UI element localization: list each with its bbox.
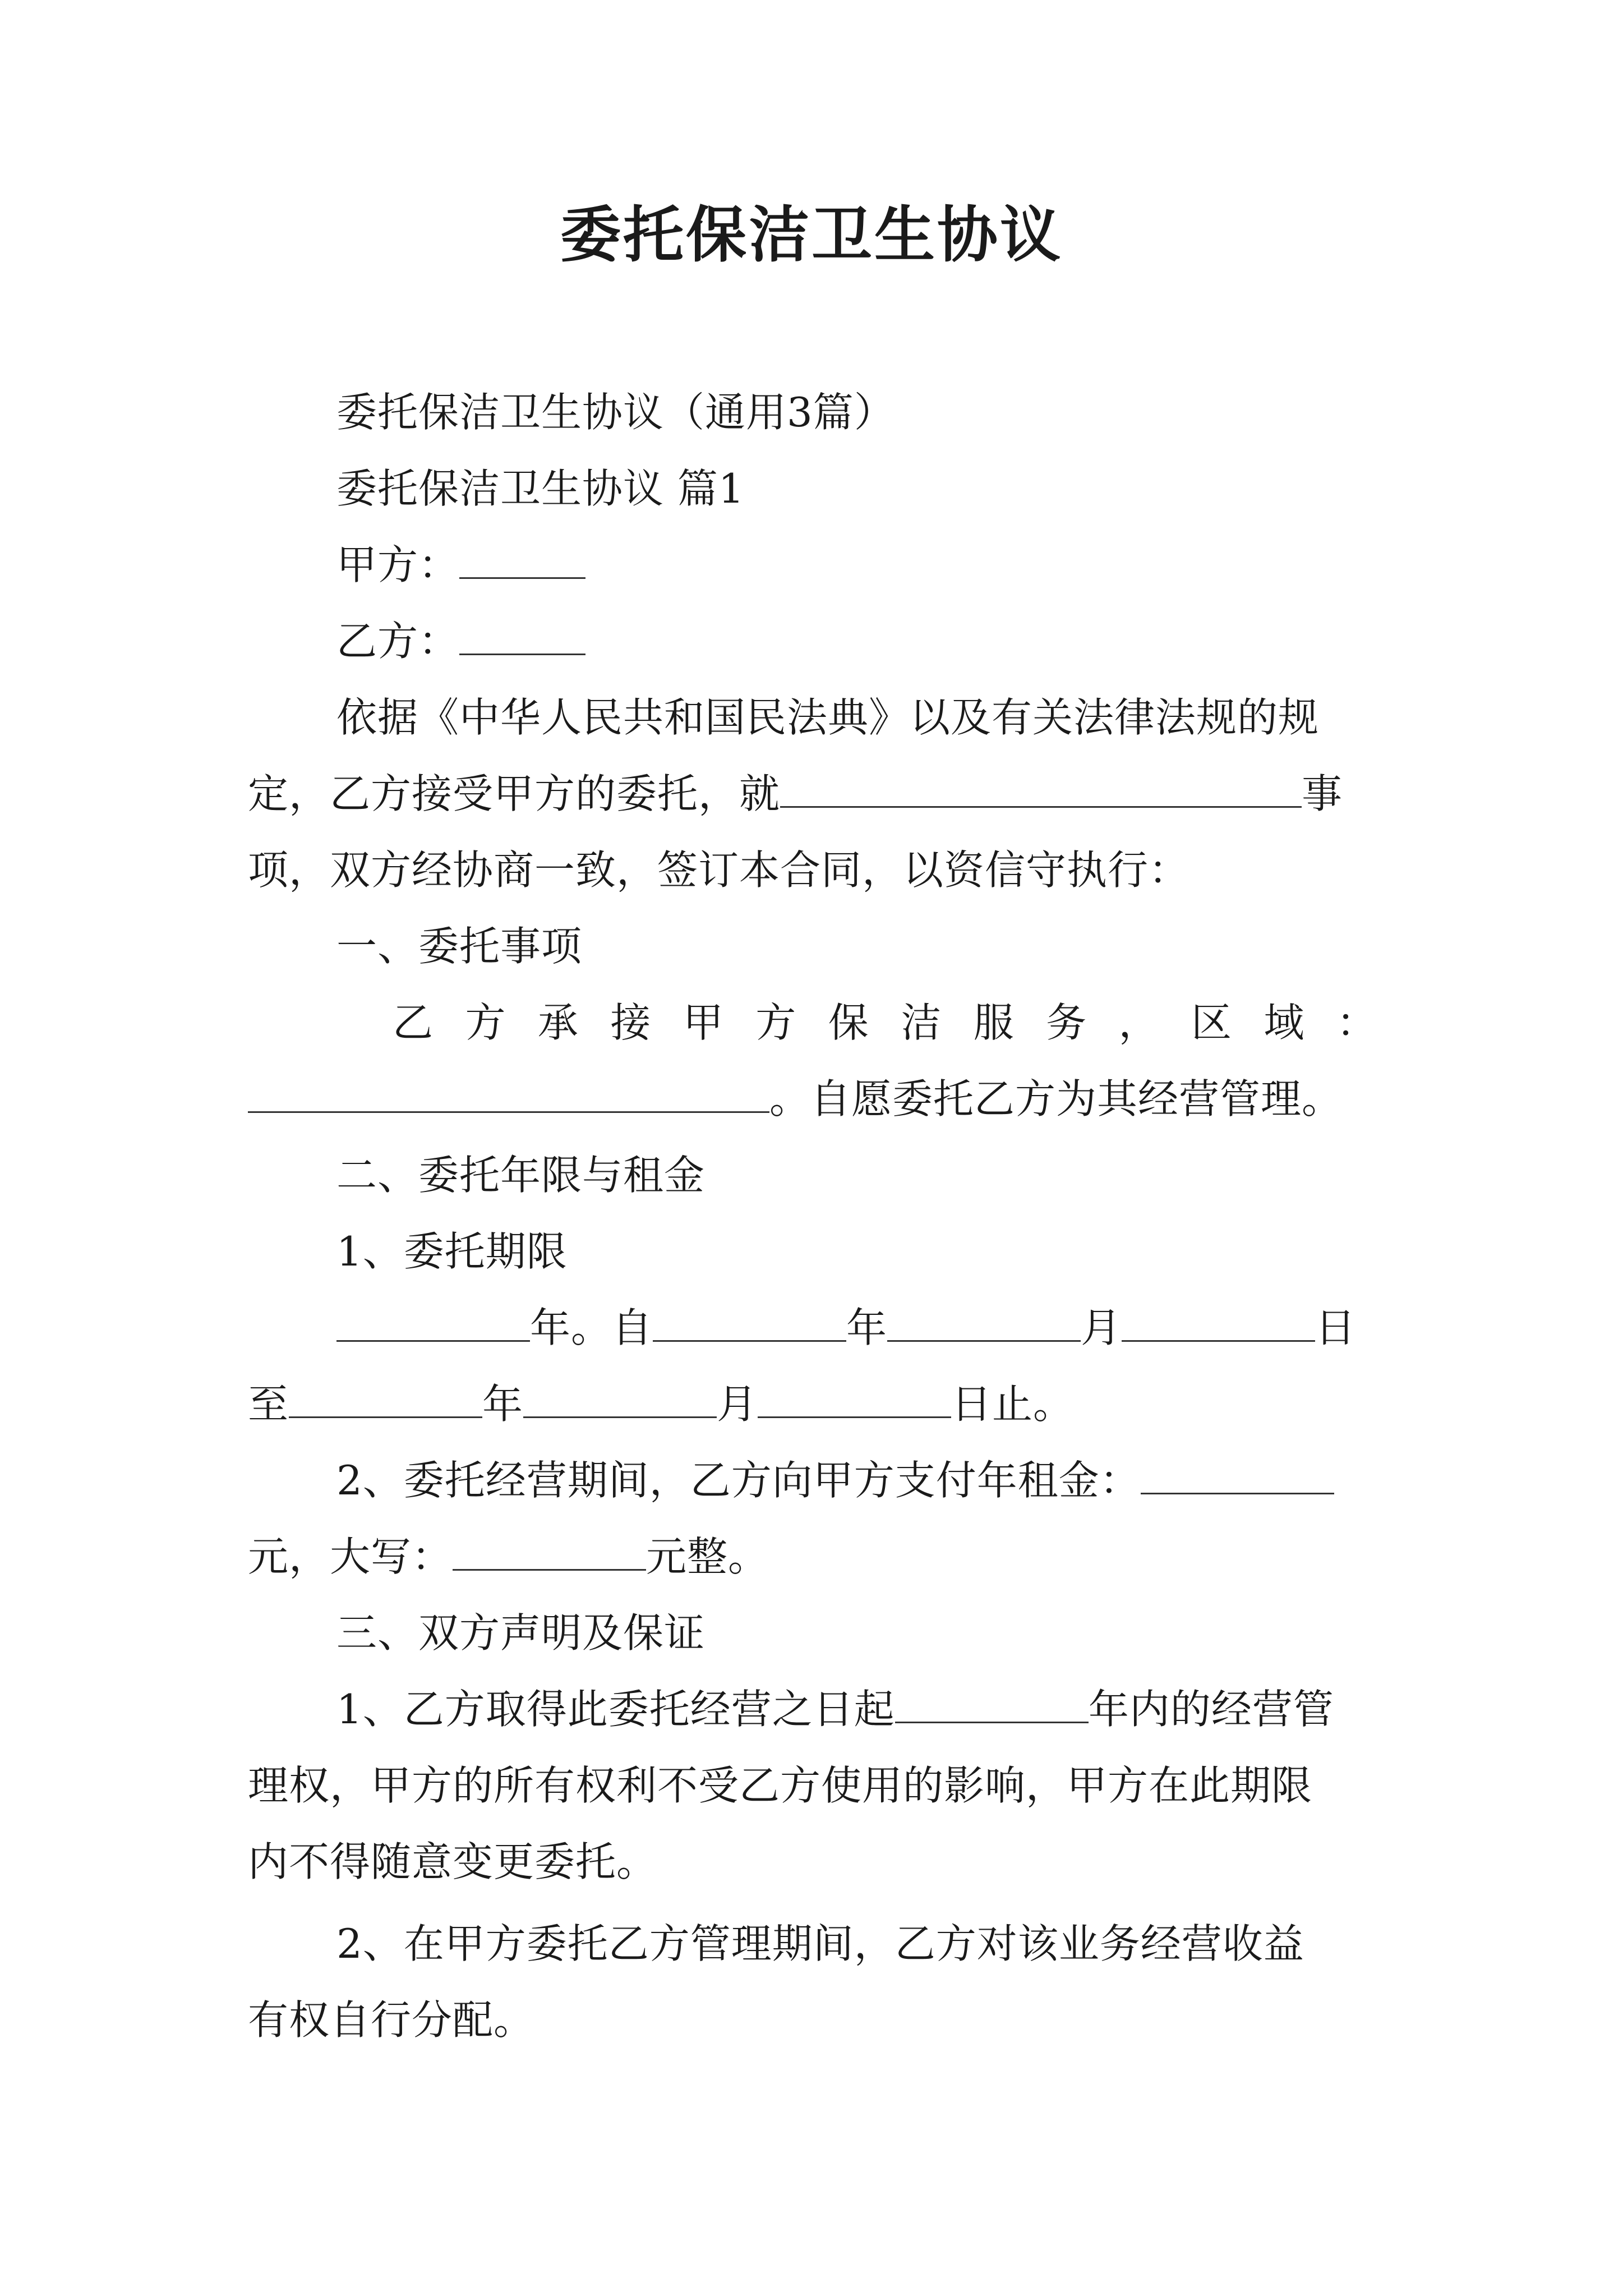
party-a-label: 甲方： [336,541,460,588]
item1-char: 洁 [901,999,942,1046]
start-month-label: 月 [1081,1304,1122,1351]
item1-line-1 [393,997,1377,1048]
subheading-term: 1、委托期限 [336,1228,568,1275]
rent-line-2-end: 元整。 [646,1533,769,1580]
decl1-line-3: 内不得随意变更委托。 [248,1838,658,1885]
item1-char: 区 [1191,999,1232,1046]
end-year-label: 年 [482,1381,524,1428]
decl1-line-1-end: 年内的经营管 [1088,1686,1334,1733]
item1-char: ， [1118,999,1159,1046]
heading-declarations: 三、双方声明及保证 [336,1609,706,1657]
matter-blank [780,771,1302,808]
item1-char: 保 [828,999,869,1046]
rent-amount-blank [1141,1458,1334,1494]
party-a-blank [459,542,585,579]
document-title: 委托保洁卫生协议 [560,200,1063,270]
item1-line-2-text: 。自愿委托乙方为其经营管理。 [769,1075,1343,1122]
decl1-years-blank [895,1687,1089,1723]
start-day-label: 日 [1315,1304,1357,1351]
decl2-line-2: 有权自行分配。 [248,1996,535,2044]
term-line-2 [248,1379,1074,1429]
item1-char: 服 [973,999,1014,1046]
end-month-blank [523,1382,717,1418]
intro-line-1: 依据《中华人民共和国民法典》以及有关法律法规的规 [336,694,1320,741]
item1-char: 乙 [393,999,434,1046]
party-b-blank [459,619,585,655]
item1-char: 承 [537,999,578,1046]
decl1-line-1 [336,1684,1334,1734]
party-a-line [336,540,585,590]
rent-line-1 [336,1455,1334,1506]
item1-line-2 [248,1074,1343,1124]
start-month-blank [887,1305,1081,1342]
end-day-blank [758,1382,951,1418]
start-year-blank [653,1305,846,1342]
item1-char: 方 [755,999,796,1046]
item1-char: 域 [1264,999,1304,1046]
start-day-blank [1122,1305,1315,1342]
term-line-1 [336,1303,1356,1353]
term-years-text: 年。自 [530,1304,653,1351]
area-blank [248,1076,769,1113]
intro-line-2 [248,769,1343,819]
item1-char: 方 [465,999,506,1046]
decl1-line-1-text: 1、乙方取得此委托经营之日起 [336,1686,895,1733]
rent-words-blank [453,1534,646,1571]
term-to-label: 至 [248,1381,289,1428]
start-year-label: 年 [846,1304,888,1351]
term-years-blank [336,1305,530,1342]
decl2-line-1: 2、在甲方委托乙方管理期间，乙方对该业务经营收益 [336,1920,1304,1967]
item1-char: 甲 [683,999,723,1046]
intro-line-2-text: 定，乙方接受甲方的委托，就 [248,770,781,817]
item1-char: 务 [1046,999,1087,1046]
section-heading: 委托保洁卫生协议 篇1 [336,465,745,512]
intro-line-2-end: 事 [1302,770,1343,817]
document-subtitle: 委托保洁卫生协议（通用3篇） [336,389,895,436]
end-month-label: 月 [717,1381,758,1428]
heading-term-and-rent: 二、委托年限与租金 [336,1152,706,1199]
rent-line-2 [248,1531,769,1582]
intro-line-3: 项，双方经协商一致，签订本合同，以资信守执行： [248,846,1190,894]
party-b-label: 乙方： [336,618,460,665]
item1-char: 接 [610,999,651,1046]
rent-line-1-text: 2、委托经营期间，乙方向甲方支付年租金： [336,1457,1141,1504]
decl1-line-2: 理权，甲方的所有权利不受乙方使用的影响，甲方在此期限 [248,1762,1313,1809]
party-b-line [336,616,585,666]
end-year-blank [289,1382,482,1418]
item1-char: ： [1336,999,1377,1046]
rent-line-2-text: 元，大写： [248,1533,453,1580]
term-end-text: 日止。 [951,1381,1075,1428]
heading-entrusted-matters: 一、委托事项 [336,923,583,970]
